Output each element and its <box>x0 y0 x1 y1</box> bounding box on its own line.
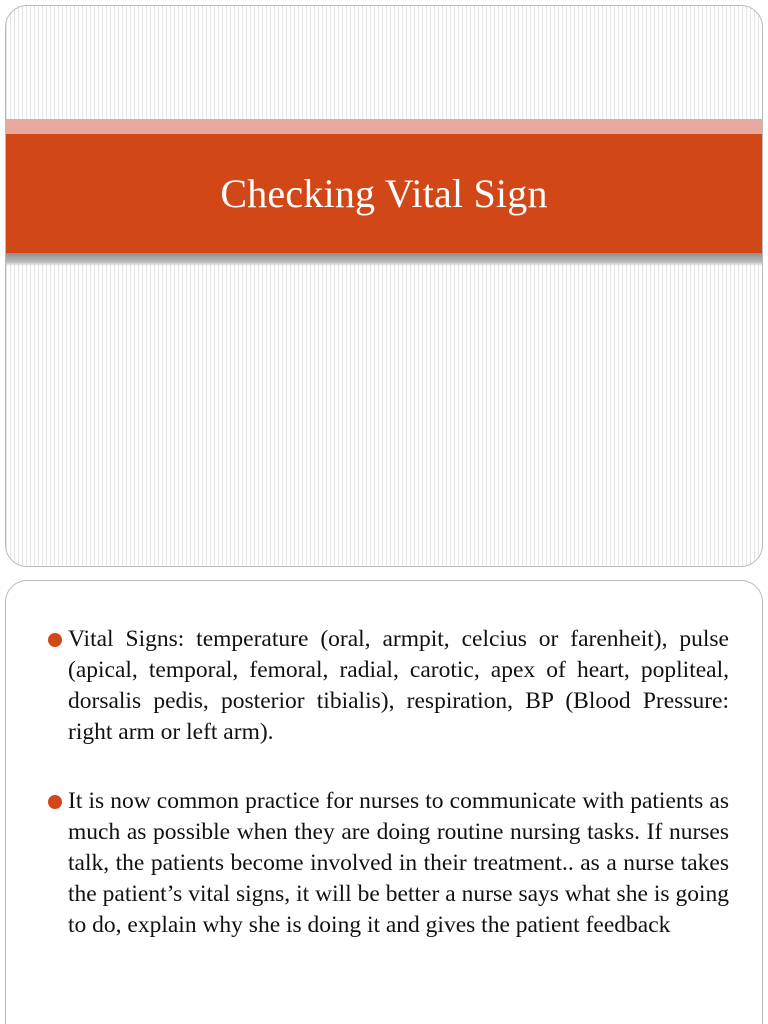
bullet-item-communication <box>48 786 729 941</box>
bullet-dot-icon <box>48 795 62 809</box>
title-slide <box>5 5 763 567</box>
bullet-list <box>48 624 729 941</box>
title-band <box>6 134 762 253</box>
bullet-text: Vital Signs: temperature (oral, armpit, celcius or farenheit), pulse (apical, temporal, femoral, radial, carotic, apex of heart, popliteal, dorsalis pedis, posterior tibialis), respiration, BP (Blood Pressure: right arm or left arm). <box>68 626 729 745</box>
title-accent-stripe <box>6 119 762 134</box>
slide-title: Checking Vital Sign <box>220 171 548 216</box>
bullet-dot-icon <box>48 633 62 647</box>
content-slide <box>5 580 763 1024</box>
bullet-text: It is now common practice for nurses to communicate with patients as much as possible when they are doing routine nursing tasks. If nurses talk, the patients become involved in their treatment.. as a nurse takes the patient’s vital signs, it will be better a nurse says what she is going to do, explain why she is doing it and gives the patient feedback <box>68 788 729 938</box>
title-band-shadow <box>6 253 762 266</box>
bullet-item-vital-signs <box>48 624 729 748</box>
